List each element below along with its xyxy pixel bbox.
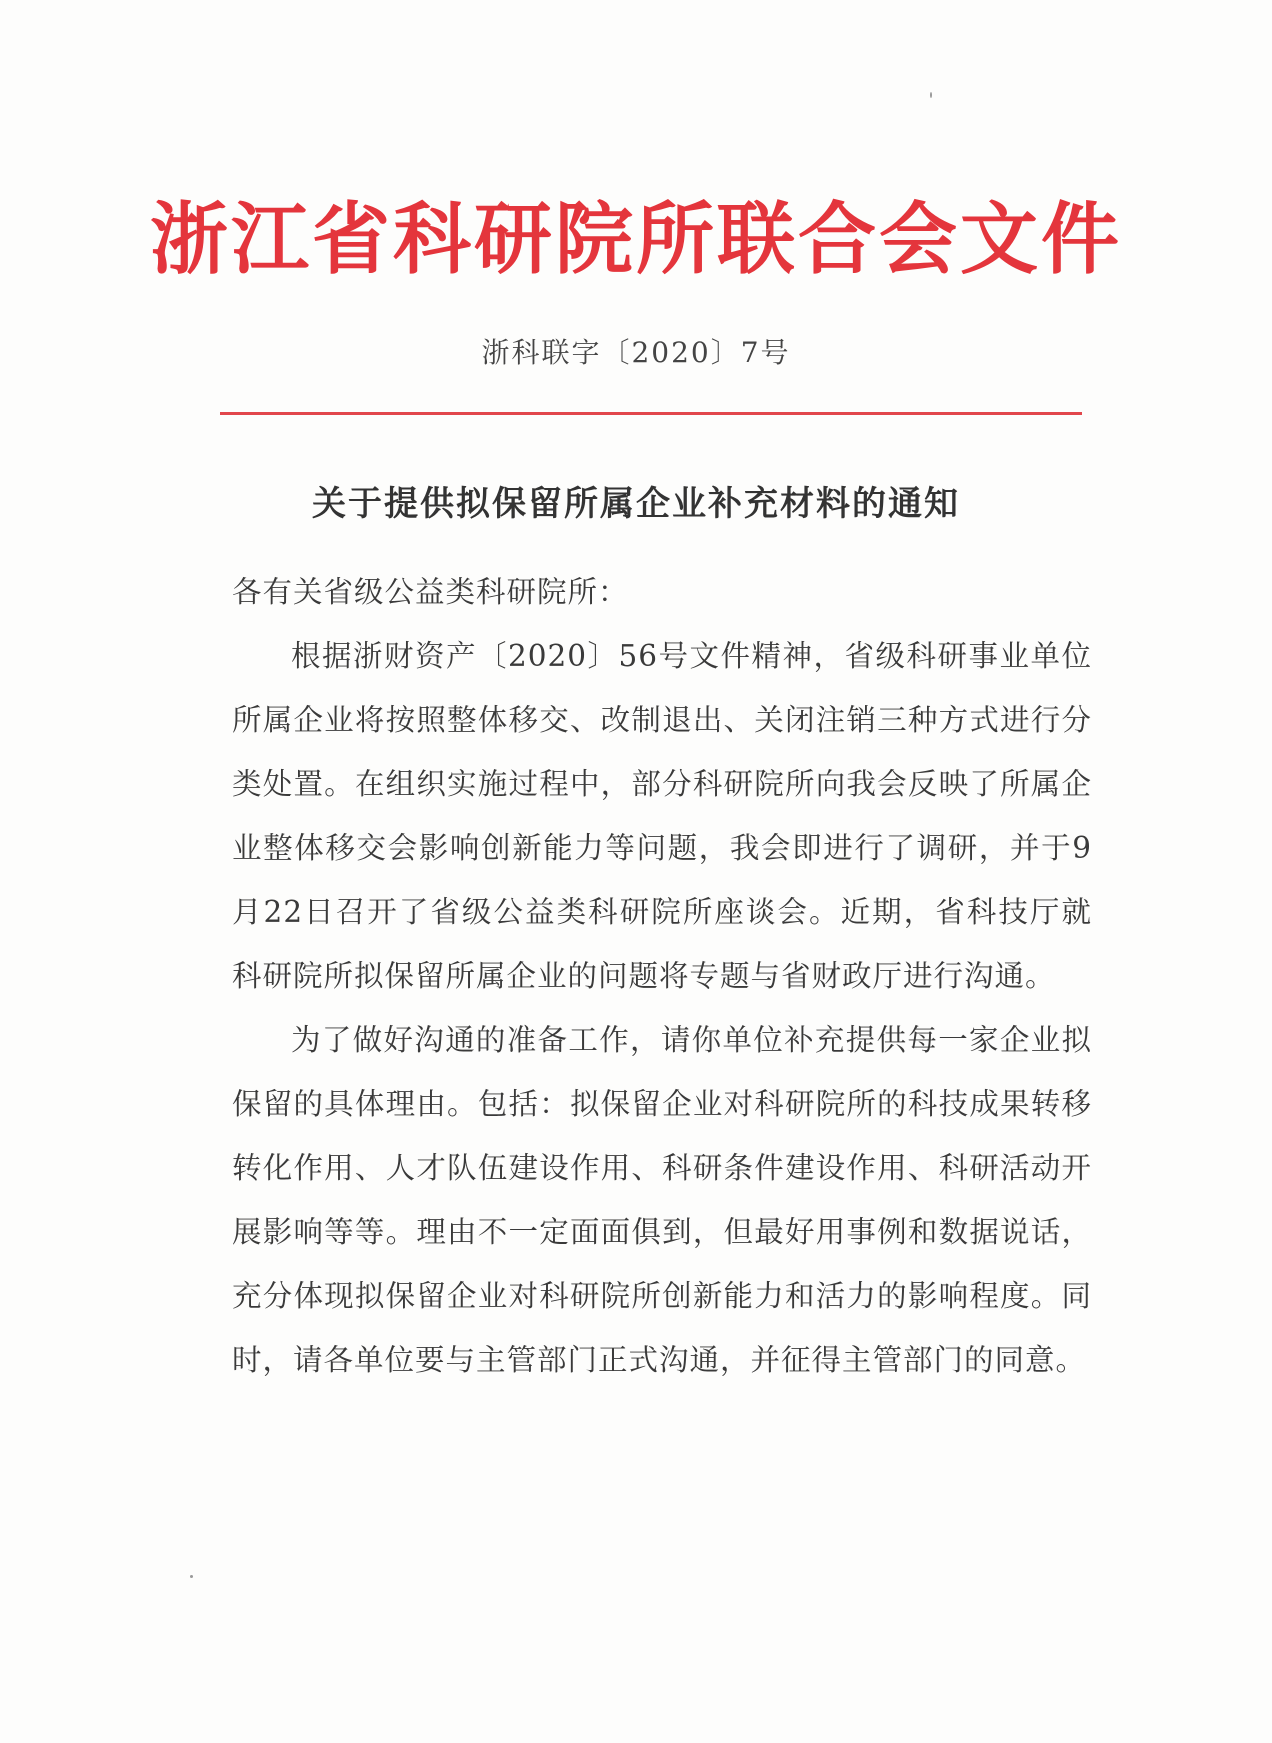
notice-body — [232, 560, 1092, 1392]
notice-title: 关于提供拟保留所属企业补充材料的通知 — [312, 484, 960, 524]
header-divider-line — [220, 412, 1082, 415]
document-header-title: 浙江省科研院所联合会文件 — [149, 195, 1122, 285]
body-paragraph-2: 为了做好沟通的准备工作，请你单位补充提供每一家企业拟保留的具体理由。包括：拟保留企业对科研院所的科技成果转移转化作用、人才队伍建设作用、科研条件建设作用、科研活动开展影响等等。理由不一定面面俱到，但最好用事例和数据说话，充分体现拟保留企业对科研院所创新能力和活力的影响程度。同时，请各单位要与主管部门正式沟通，并征得主管部门的同意。 — [232, 1023, 1092, 1377]
scan-speck — [930, 92, 932, 98]
body-paragraph-1: 根据浙财资产〔2020〕56号文件精神，省级科研事业单位所属企业将按照整体移交、改制退出、关闭注销三种方式进行分类处置。在组织实施过程中，部分科研院所向我会反映了所属企业整体移交会影响创新能力等问题，我会即进行了调研，并于9月22日召开了省级公益类科研院所座谈会。近期，省科技厅就科研院所拟保留所属企业的问题将专题与省财政厅进行沟通。 — [232, 639, 1092, 993]
scan-speck — [190, 1575, 193, 1578]
document-number: 浙科联字〔2020〕7号 — [481, 336, 791, 369]
salutation: 各有关省级公益类科研院所： — [232, 575, 629, 609]
